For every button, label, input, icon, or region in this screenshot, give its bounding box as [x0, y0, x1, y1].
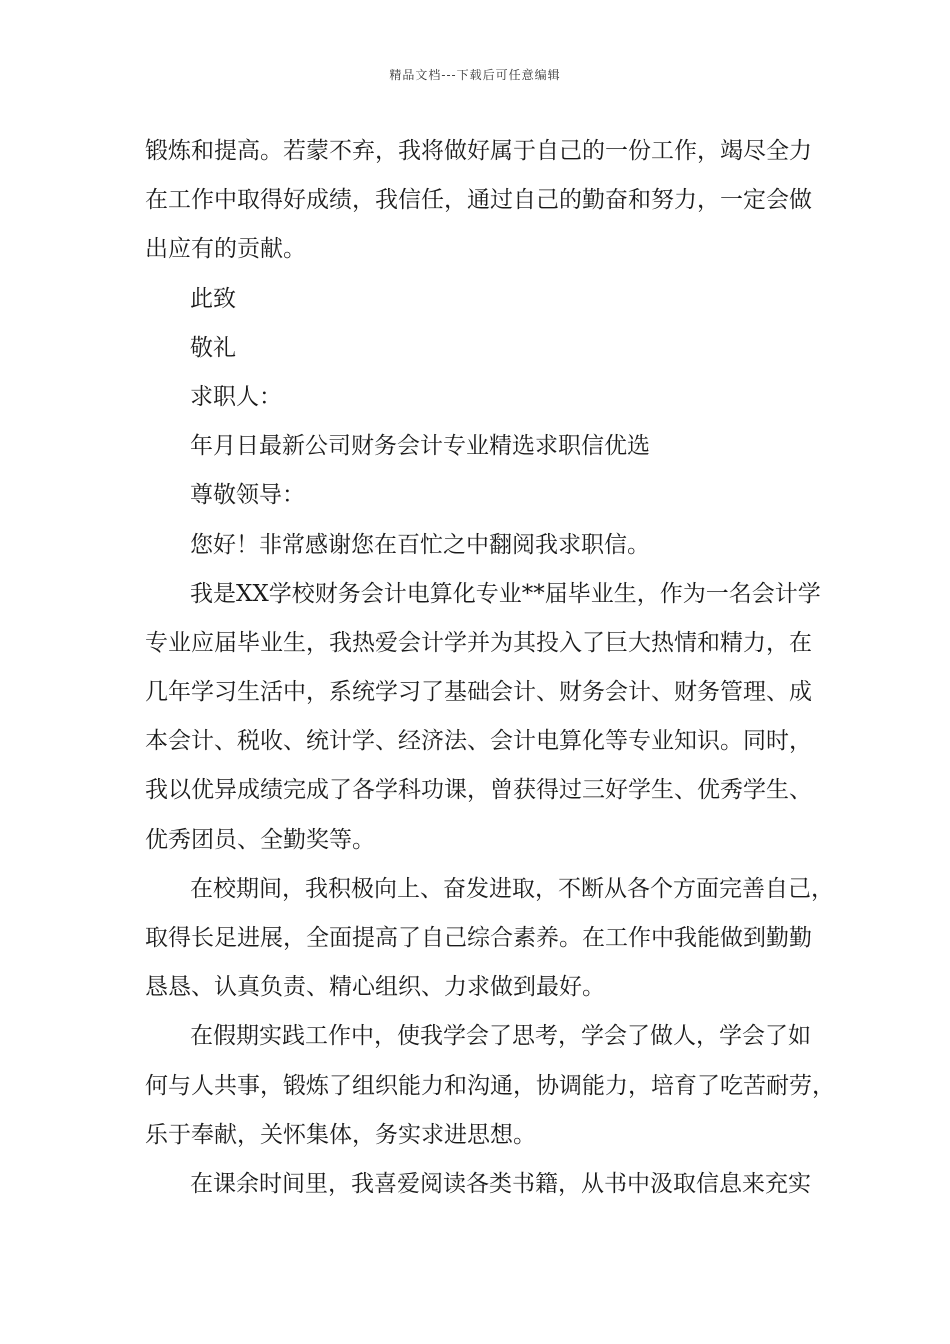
- text-line: 年月日最新公司财务会计专业精选求职信优选: [190, 433, 650, 460]
- text-line: 专业应届毕业生，我热爱会计学并为其投入了巨大热情和精力，在: [145, 629, 812, 656]
- text-line: 出应有的贡献。: [145, 236, 306, 263]
- letter-body: [145, 127, 835, 1209]
- text-line: 尊敬领导：: [190, 482, 305, 509]
- text-line: 我以优异成绩完成了各学科功课，曾获得过三好学生、优秀学生、: [145, 777, 812, 804]
- text-line: 取得长足进展，全面提高了自己综合素养。在工作中我能做到勤勤: [145, 925, 812, 951]
- text-line: 本会计、税收、统计学、经济法、会计电算化等专业知识。同时，: [145, 728, 812, 755]
- text-line: 在校期间，我积极向上、奋发进取，不断从各个方面完善自己，: [190, 875, 834, 902]
- text-line: 在假期实践工作中，使我学会了思考，学会了做人，学会了如: [190, 1023, 811, 1050]
- text-line: 在课余时间里，我喜爱阅读各类书籍，从书中汲取信息来充实: [190, 1170, 811, 1197]
- page-header: 精品文档---下载后可任意编辑: [389, 68, 561, 82]
- text-line: 乐于奉献，关怀集体，务实求进思想。: [145, 1121, 536, 1148]
- text-line: 锻炼和提高。若蒙不弃，我将做好属于自己的一份工作，竭尽全力: [145, 138, 812, 164]
- text-line: 在工作中取得好成绩，我信任，通过自己的勤奋和努力，一定会做: [145, 187, 812, 214]
- text-line: 几年学习生活中，系统学习了基础会计、财务会计、财务管理、成: [145, 679, 812, 706]
- text-line: 优秀团员、全勤奖等。: [145, 826, 375, 853]
- text-line: 求职人：: [190, 383, 282, 410]
- text-line: 此致: [190, 285, 236, 312]
- text-line: 何与人共事，锻炼了组织能力和沟通，协调能力，培育了吃苦耐劳，: [145, 1072, 835, 1099]
- text-line: 您好！非常感谢您在百忙之中翻阅我求职信。: [190, 531, 650, 558]
- text-line: 敬礼: [190, 334, 236, 361]
- text-line: 我是XX学校财务会计电算化专业**届毕业生，作为一名会计学: [190, 580, 821, 607]
- text-line: 恳恳、认真负责、精心组织、力求做到最好。: [145, 974, 605, 1001]
